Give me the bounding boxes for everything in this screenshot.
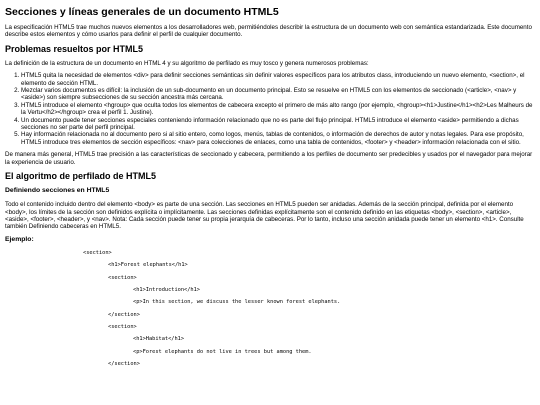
list-item: 1. HTML5 quita la necesidad de elementos <div> para definir secciones semánticas sin definir valores específicos para los atributos class, introduciendo un nuevo elemento, <section>, el elemento de sección HTML. xyxy=(21,72,535,87)
example-label: Ejemplo: xyxy=(5,235,34,243)
sections-subheading: Definiendo secciones en HTML5 xyxy=(5,187,110,195)
code-line: <section> xyxy=(108,324,137,331)
sections-paragraph: Todo el contenido incluido dentro del elemento <body> es parte de una sección. Las secciones en HTML5 pueden ser anidadas. Además de la sección principal, definida por el elemento <body>, los límites de la sección son definidos explícita o implícitamente. Las secciones definidas explícitamente son el contenido definido en las etiquetas <body>, <section>, <article>, <aside>, <footer>, <header>, y <nav>. Nota: Cada sección puede tener su propia jerarquía de cabeceras. Por lo tanto, incluso una sección anidada puede tener un elemento <h1>. Consulte también Definiendo cabeceras en HTML5. xyxy=(5,201,524,231)
list-item: 5. Hay información relacionada no al documento pero si al sitio entero, como logos, menús, tablas de contenidos, o información de derechos de autor y notas legales. Para ese propósito, HTML5 introduce tres elementos de sección específicos: <nav> para colecciones de enlaces, como una tabla de contenidos, <footer> y <header> información relacionada con el sitio. xyxy=(21,131,535,146)
code-line: <section> xyxy=(83,249,112,256)
list-item: 2. Mezclar varios documentos es difícil: la inclusión de un sub-documento en un documento principal. Esto se resuelve en HTML5 con los elementos de seccionado (<article>, <nav> y <aside>) son siempre subsecciones de su sección ancestra más cercana. xyxy=(21,87,535,102)
problems-heading: Problemas resueltos por HTML5 xyxy=(5,43,144,54)
code-line: <h1>Forest elephants</h1> xyxy=(108,262,188,269)
code-line: </section> xyxy=(108,361,140,368)
list-item: 4. Un documento puede tener secciones especiales conteniendo información relacionado que no es parte del flujo principal. HTML5 introduce el elemento <aside> permitiendo a dichas secciones no ser parte del perfil principal. xyxy=(21,117,535,132)
code-line: <section> xyxy=(108,274,137,281)
intro-paragraph: La especificación HTML5 trae muchos nuevos elementos a los desarrolladores web, permitiéndoles describir la estructura de un documento web con semántica estandarizada. Este documento describe estos elementos y cómo usarlos para definir el perfil de cualquier documento. xyxy=(5,24,532,39)
code-example xyxy=(5,250,535,368)
code-line: </section> xyxy=(108,311,140,318)
code-line: <p>In this section, we discuss the lesser known forest elephants. xyxy=(133,299,341,306)
code-line: <h1>Introduction</h1> xyxy=(133,286,200,293)
code-line: <p>Forest elephants do not live in trees but among them. xyxy=(133,348,312,355)
problems-paragraph: La definición de la estructura de un documento en HTML 4 y su algoritmo de perfilado es muy tosco y genera numerosos problemas: xyxy=(5,59,369,67)
code-line: <h1>Habitat</h1> xyxy=(133,336,185,343)
page-title: Secciones y líneas generales de un documento HTML5 xyxy=(5,6,279,18)
problems-list xyxy=(5,72,535,146)
list-item: 3. HTML5 introduce el elemento <hgroup> que oculta todos los elementos de cabecera excepto el primero de más alto rango (por ejemplo, <hgroup><h1>Justine</h1><h2>Les Malheurs de la Vertu</h2></hgroup> crea el perfil 1. Justine). xyxy=(21,102,535,117)
summary-paragraph: De manera más general, HTML5 trae precisión a las características de seccionado y cabecera, permitiendo a los perfiles de documento ser predecibles y usados por el navegador para mejorar la experiencia de usuario. xyxy=(5,151,533,166)
algorithm-heading: El algoritmo de perfilado de HTML5 xyxy=(5,171,157,182)
